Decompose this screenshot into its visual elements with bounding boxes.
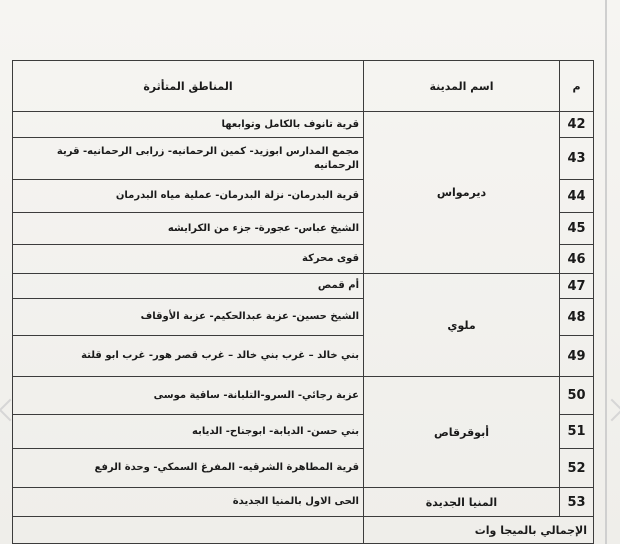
row-number: 46: [560, 245, 594, 274]
total-label: الإجمالي بالميجا وات: [364, 517, 594, 544]
table-header-row: [13, 61, 594, 112]
chevron-right-icon[interactable]: [601, 399, 620, 422]
row-number: 48: [560, 299, 594, 336]
affected-areas-table: [12, 60, 594, 544]
area-cell: الشيخ عباس- عجورة- جزء من الكرايشه: [13, 213, 364, 245]
city-cell: ملوي: [364, 274, 560, 377]
table-row: [13, 488, 594, 517]
area-cell: بني خالد – غرب بني خالد – غرب قصر هور- غرب ابو قلتة: [13, 336, 364, 377]
area-cell: قرية المطاهرة الشرقيه- المفرغ السمكي- وحدة الرفع: [13, 449, 364, 488]
area-cell: الشيخ حسين- عزبة عبدالحكيم- عزبة الأوقاف: [13, 299, 364, 336]
row-number: 45: [560, 213, 594, 245]
row-number: 47: [560, 274, 594, 299]
row-number: 52: [560, 449, 594, 488]
area-cell: أم قمص: [13, 274, 364, 299]
total-value-cell: [13, 517, 364, 544]
table-row: [13, 274, 594, 299]
area-cell: الحى الاول بالمنيا الجديدة: [13, 488, 364, 517]
total-row: [13, 517, 594, 544]
row-number: 49: [560, 336, 594, 377]
row-number: 50: [560, 377, 594, 415]
row-number: 44: [560, 180, 594, 213]
table-row: [13, 377, 594, 415]
area-cell: عزبة رجائي- السرو-التلبانة- ساقية موسى: [13, 377, 364, 415]
row-number: 42: [560, 112, 594, 138]
page-edge-line: [605, 0, 607, 544]
header-areas: المناطق المتأثرة: [13, 61, 364, 112]
table-row: [13, 112, 594, 138]
area-cell: مجمع المدارس ابوزيد- كمين الرحمانيه- زرابى الرحمانيه- قرية الرحمانيه: [13, 138, 364, 180]
city-cell: أبوقرقاص: [364, 377, 560, 488]
city-cell: ديرمواس: [364, 112, 560, 274]
area-cell: قرية تانوف بالكامل وتوابعها: [13, 112, 364, 138]
area-cell: بني حسن- الديابة- ابوجناح- الديابه: [13, 415, 364, 449]
row-number: 53: [560, 488, 594, 517]
header-city: اسم المدينة: [364, 61, 560, 112]
area-cell: قرية البدرمان- نزلة البدرمان- عملية مياه البدرمان: [13, 180, 364, 213]
header-num: م: [560, 61, 594, 112]
city-cell: المنيا الجديدة: [364, 488, 560, 517]
area-cell: قوى محركة: [13, 245, 364, 274]
row-number: 43: [560, 138, 594, 180]
row-number: 51: [560, 415, 594, 449]
